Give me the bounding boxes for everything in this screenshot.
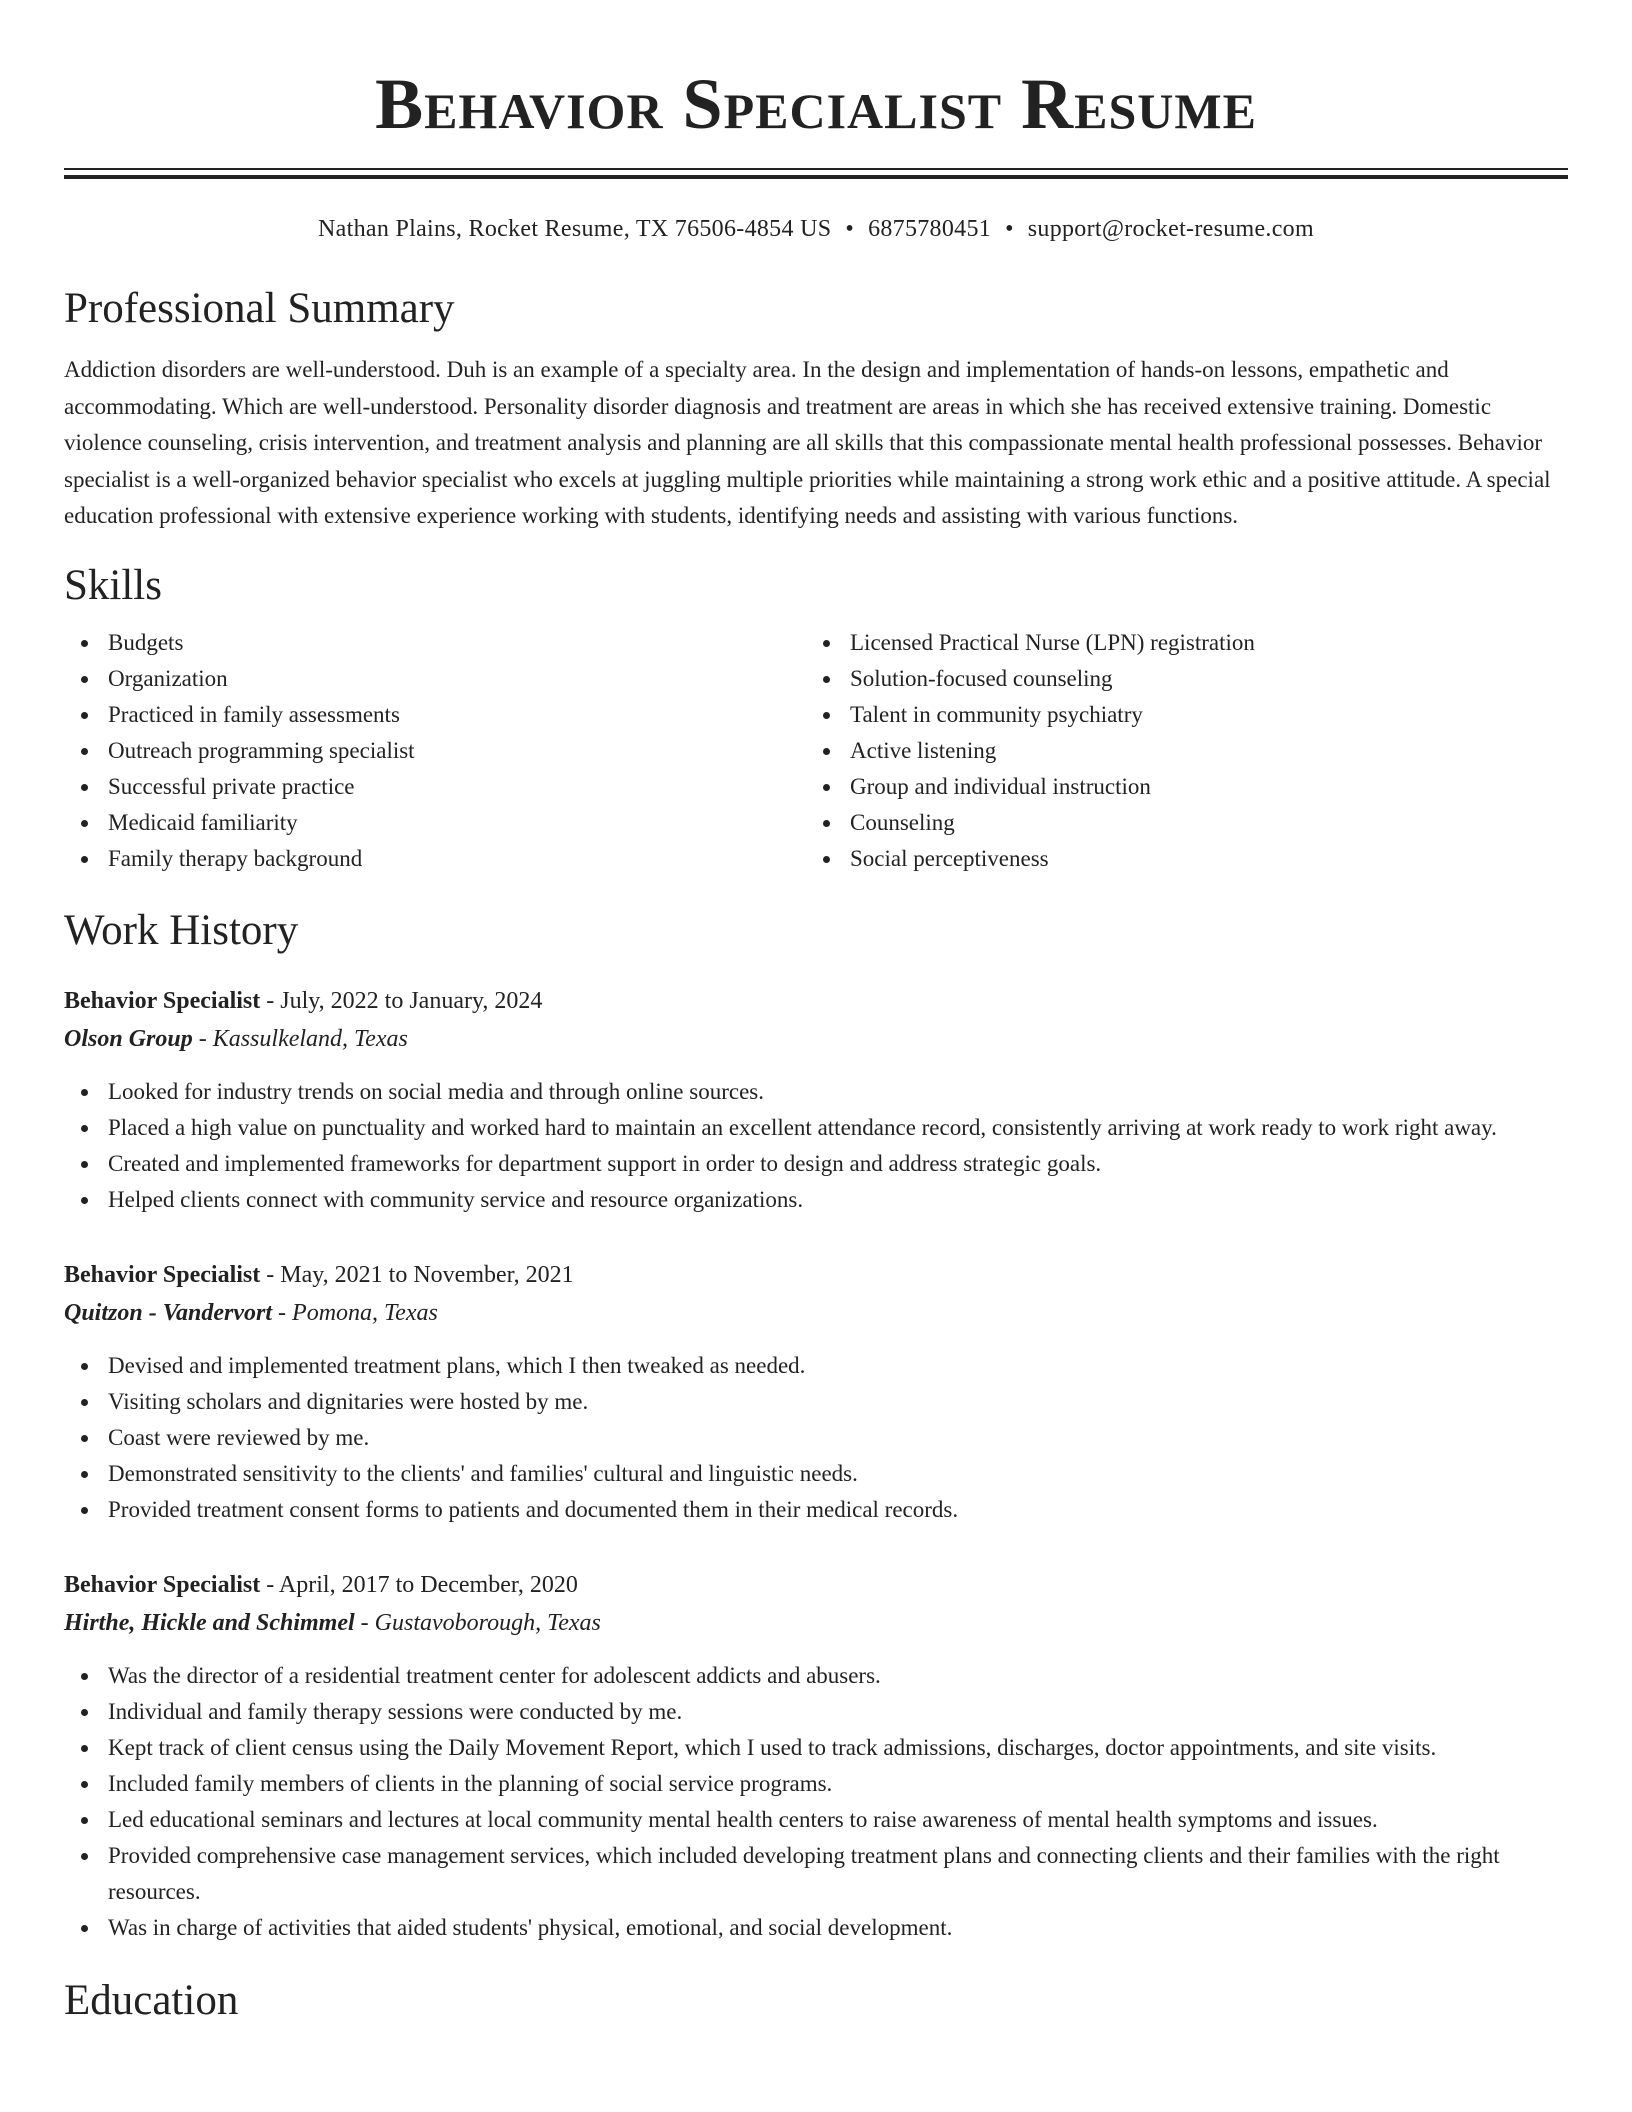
contact-separator: • (1005, 216, 1014, 242)
skill-item: Counseling (806, 805, 1548, 841)
job-dates: - May, 2021 to November, 2021 (260, 1261, 574, 1288)
skill-item: Successful private practice (64, 769, 806, 805)
contact-phone: 6875780451 (868, 216, 992, 242)
skill-item: Practiced in family assessments (64, 697, 806, 733)
job-duty: Placed a high value on punctuality and worked hard to maintain an excellent attendance record, consistently arriving at work ready to work right away. (64, 1110, 1568, 1146)
skills-heading: Skills (64, 561, 162, 609)
skill-item: Licensed Practical Nurse (LPN) registration (806, 625, 1548, 661)
job-dates: - April, 2017 to December, 2020 (260, 1571, 578, 1598)
job-entry (64, 1566, 1568, 1946)
job-duty: Helped clients connect with community service and resource organizations. (64, 1182, 1568, 1218)
skills-grid (64, 625, 1568, 877)
job-duty: Devised and implemented treatment plans, which I then tweaked as needed. (64, 1348, 1568, 1384)
job-duty: Was in charge of activities that aided students' physical, emotional, and social development. (64, 1910, 1568, 1946)
job-dates: - July, 2022 to January, 2024 (260, 987, 543, 1014)
job-company: Quitzon - Vandervort (64, 1299, 273, 1326)
job-role: Behavior Specialist (64, 1261, 261, 1288)
summary-heading: Professional Summary (64, 285, 455, 332)
job-company-line (64, 1020, 1568, 1058)
job-company-line (64, 1604, 1568, 1642)
job-duty: Looked for industry trends on social media and through online sources. (64, 1074, 1568, 1110)
job-duty: Provided comprehensive case management services, which included developing treatment plans and connecting clients and their families with the right resources. (64, 1838, 1568, 1910)
job-duty: Visiting scholars and dignitaries were hosted by me. (64, 1384, 1568, 1420)
job-duty: Demonstrated sensitivity to the clients' and families' cultural and linguistic needs. (64, 1456, 1568, 1492)
job-duty: Led educational seminars and lectures at local community mental health centers to raise awareness of mental health symptoms and issues. (64, 1802, 1568, 1838)
contact-email: support@rocket-resume.com (1027, 216, 1314, 242)
skill-item: Budgets (64, 625, 806, 661)
skill-item: Talent in community psychiatry (806, 697, 1548, 733)
job-title-line (64, 982, 1568, 1020)
job-duty: Coast were reviewed by me. (64, 1420, 1568, 1456)
divider-line-thick (64, 175, 1568, 179)
job-duty: Provided treatment consent forms to patients and documented them in their medical records. (64, 1492, 1568, 1528)
resume-page (64, 0, 1568, 2026)
education-heading: Education (64, 1976, 239, 2024)
job-company-line (64, 1294, 1568, 1332)
job-duty: Individual and family therapy sessions were conducted by me. (64, 1694, 1568, 1730)
job-duty: Kept track of client census using the Daily Movement Report, which I used to track admissions, discharges, doctor appointments, and site visits. (64, 1730, 1568, 1766)
title-divider (64, 168, 1568, 180)
job-duties-list (64, 1348, 1568, 1528)
skill-item: Social perceptiveness (806, 841, 1548, 877)
job-role: Behavior Specialist (64, 987, 261, 1014)
skills-list-left (64, 625, 806, 877)
job-title-line (64, 1566, 1568, 1604)
contact-line (64, 214, 1568, 244)
job-duty: Included family members of clients in the planning of social service programs. (64, 1766, 1568, 1802)
skill-item: Solution-focused counseling (806, 661, 1548, 697)
job-duties-list (64, 1658, 1568, 1946)
job-duty: Created and implemented frameworks for department support in order to design and address strategic goals. (64, 1146, 1568, 1182)
job-location: - Kassulkeland, Texas (192, 1025, 408, 1052)
job-duty: Was the director of a residential treatment center for adolescent addicts and abusers. (64, 1658, 1568, 1694)
job-entry (64, 982, 1568, 1218)
contact-separator: • (845, 216, 855, 242)
job-location: - Pomona, Texas (272, 1299, 438, 1326)
job-duties-list (64, 1074, 1568, 1218)
page-title: Behavior Specialist Resume (375, 64, 1257, 144)
job-role: Behavior Specialist (64, 1571, 261, 1598)
work-history-heading: Work History (64, 906, 299, 954)
skill-item: Group and individual instruction (806, 769, 1548, 805)
skill-item: Medicaid familiarity (64, 805, 806, 841)
job-company: Hirthe, Hickle and Schimmel (64, 1609, 355, 1636)
skills-section (64, 561, 1568, 877)
contact-address: Nathan Plains, Rocket Resume, TX 76506-4854 US (318, 216, 832, 242)
skill-item: Family therapy background (64, 841, 806, 877)
skill-item: Organization (64, 661, 806, 697)
job-entry (64, 1256, 1568, 1528)
skill-item: Outreach programming specialist (64, 733, 806, 769)
skills-list-right (806, 625, 1548, 877)
summary-text: Addiction disorders are well-understood. Duh is an example of a specialty area. In the design and implementation of hands-on lessons, empathetic and accommodating. Which are well-understood. Personality disorder diagnosis and treatment are areas in which she has received extensive training. Domestic violence counseling, crisis intervention, and treatment analysis and planning are all skills that this compassionate mental health professional possesses. Behavior specialist is a well-organized behavior specialist who excels at juggling multiple priorities while maintaining a strong work ethic and a positive attitude. A special education professional with extensive experience working with students, identifying needs and assisting with various functions. (64, 357, 1551, 528)
education-section (64, 1976, 1568, 2026)
divider-line-thin (64, 168, 1568, 170)
summary-section (64, 284, 1568, 535)
job-location: - Gustavoborough, Texas (354, 1609, 601, 1636)
job-title-line (64, 1256, 1568, 1294)
skill-item: Active listening (806, 733, 1548, 769)
work-history-section (64, 906, 1568, 1946)
job-company: Olson Group (64, 1025, 193, 1052)
